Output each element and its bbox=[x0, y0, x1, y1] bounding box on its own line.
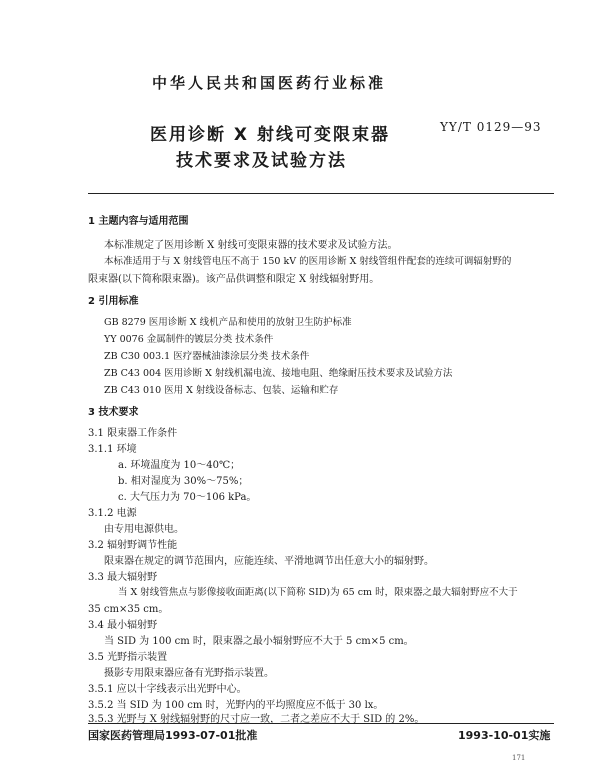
clause-3-4: 3.4 最小辐射野 bbox=[88, 620, 158, 631]
document-title-line-2: 技术要求及试验方法 bbox=[176, 151, 347, 171]
clause-3-5-2: 3.5.2 当 SID 为 100 cm 时，光野内的平均照度应不低于 30 lx。 bbox=[88, 700, 384, 711]
footer-rule bbox=[88, 723, 554, 724]
clause-3-2-text: 限束器在规定的调节范围内，应能连续、平滑地调节出任意大小的辐射野。 bbox=[104, 556, 434, 567]
standard-code: YY/T 0129—93 bbox=[440, 120, 542, 134]
section-1-paragraph-1: 本标准规定了医用诊断 X 射线可变限束器的技术要求及试验方法。 bbox=[104, 240, 398, 251]
clause-3-3-text-line-2: 35 cm×35 cm。 bbox=[88, 604, 169, 615]
section-1-paragraph-2-line-1: 本标准适用于与 X 射线管电压不高于 150 kV 的医用诊断 X 射线管组件配套的连续可调辐射野的 bbox=[104, 256, 512, 267]
clause-3-1-1: 3.1.1 环境 bbox=[88, 444, 137, 455]
reference-standard-3: ZB C30 003.1 医疗器械油漆涂层分类 技术条件 bbox=[104, 351, 310, 362]
section-1-heading: 1 主题内容与适用范围 bbox=[88, 216, 189, 227]
environment-item-a: a. 环境温度为 10～40℃； bbox=[118, 460, 241, 471]
power-supply-text: 由专用电源供电。 bbox=[104, 524, 184, 535]
reference-standard-4: ZB C43 004 医用诊断 X 射线机漏电流、接地电阻、绝缘耐压技术要求及试验方法 bbox=[104, 368, 453, 379]
clause-3-3: 3.3 最大辐射野 bbox=[88, 572, 158, 583]
clause-3-3-text-line-1: 当 X 射线管焦点与影像接收面距离(以下简称 SID)为 65 cm 时，限束器之最大辐射野应不大于 bbox=[118, 587, 518, 598]
environment-item-b: b. 相对湿度为 30%～75%； bbox=[118, 476, 249, 487]
section-3-heading: 3 技术要求 bbox=[88, 407, 139, 418]
clause-3-2: 3.2 辐射野调节性能 bbox=[88, 540, 178, 551]
clause-3-4-text: 当 SID 为 100 cm 时，限束器之最小辐射野应不大于 5 cm×5 cm。 bbox=[104, 636, 414, 647]
reference-standard-2: YY 0076 金属制件的镀层分类 技术条件 bbox=[104, 334, 274, 345]
environment-item-c: c. 大气压力为 70～106 kPa。 bbox=[118, 492, 257, 503]
clause-3-1-2: 3.1.2 电源 bbox=[88, 508, 137, 519]
section-1-paragraph-2-line-2: 限束器(以下简称限束器)。该产品供调整和限定 X 射线辐射野用。 bbox=[88, 274, 380, 285]
clause-3-5: 3.5 光野指示装置 bbox=[88, 652, 168, 663]
document-title-line-1: 医用诊断 X 射线可变限束器 bbox=[150, 125, 390, 145]
clause-3-5-text: 摄影专用限束器应备有光野指示装置。 bbox=[104, 668, 274, 679]
clause-3-5-1: 3.5.1 应以十字线表示出光野中心。 bbox=[88, 684, 247, 695]
clause-3-5-3: 3.5.3 光野与 X 射线辐射野的尺寸应一致，二者之差应不大于 SID 的 2%。 bbox=[88, 714, 425, 725]
implementation-date: 1993-10-01实施 bbox=[458, 729, 551, 742]
header-rule bbox=[88, 193, 554, 194]
section-2-heading: 2 引用标准 bbox=[88, 296, 139, 307]
approval-date: 国家医药管理局1993-07-01批准 bbox=[88, 729, 258, 742]
clause-3-1: 3.1 限束器工作条件 bbox=[88, 428, 178, 439]
reference-standard-5: ZB C43 010 医用 X 射线设备标志、包装、运输和贮存 bbox=[104, 385, 339, 396]
page-number: 171 bbox=[512, 754, 526, 762]
issuing-organization: 中华人民共和国医药行业标准 bbox=[152, 74, 387, 92]
reference-standard-1: GB 8279 医用诊断 X 线机产品和使用的放射卫生防护标准 bbox=[104, 317, 352, 328]
